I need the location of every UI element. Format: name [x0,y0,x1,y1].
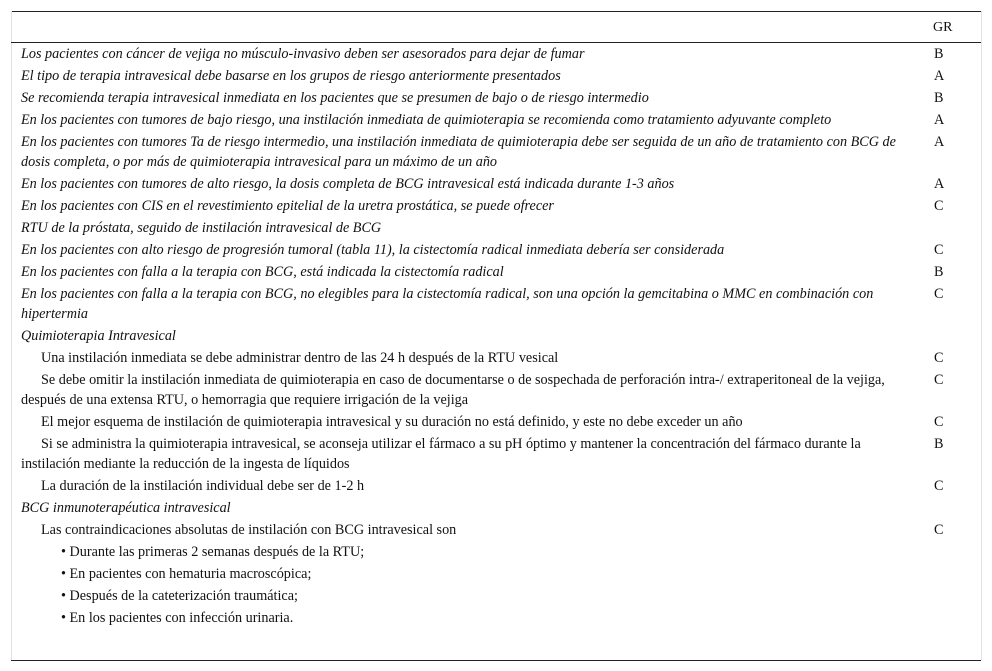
row-grade: C [934,198,944,214]
row-grade: A [934,112,945,128]
table-row [11,520,981,540]
row-text: En los pacientes con CIS en el revestimiento epitelial de la uretra prostática, se puede ofrecer [21,198,554,214]
row-text: Se recomienda terapia intravesical inmediata en los pacientes que se presumen de bajo o de riesgo intermedio [21,90,649,106]
table-row [11,174,981,194]
table-row [11,498,981,518]
table-row [11,564,981,584]
table-row [11,240,981,260]
row-text: En los pacientes con falla a la terapia con BCG, no elegibles para la cistectomía radical, son una opción la gemcitabina o MMC en combinación con hipertermia [21,286,874,322]
row-text: RTU de la próstata, seguido de instilación intravesical de BCG [21,220,382,236]
row-text: En los pacientes con tumores Ta de riesgo intermedio, una instilación inmediata de quimioterapia debe ser seguida de un año de tratamiento con BCG de dosis completa, o por más de quimioterapia intravesical para un máximo de un año [21,134,896,170]
table-top-rule [11,11,981,12]
row-grade: C [934,286,944,302]
row-text: Si se administra la quimioterapia intravesical, se aconseja utilizar el fármaco a su pH óptimo y mantener la concentración del fármaco durante la instilación mediante la reducción de la ingesta de líquidos [21,436,861,472]
row-text: Una instilación inmediata se debe administrar dentro de las 24 h después de la RTU vesical [41,350,559,366]
row-grade: A [934,68,945,84]
table-row [11,88,981,108]
row-text: En los pacientes con alto riesgo de progresión tumoral (tabla 11), la cistectomía radical inmediata debería ser considerada [21,242,725,258]
row-text: • En los pacientes con infección urinaria. [61,610,294,626]
table-row [11,586,981,606]
row-text: El mejor esquema de instilación de quimioterapia intravesical y su duración no está definido, y este no debe exceder un año [41,414,743,430]
table-row [11,370,981,410]
table-body [11,44,981,630]
row-text: La duración de la instilación individual debe ser de 1-2 h [41,478,365,494]
row-grade: A [934,134,945,150]
row-grade: B [934,264,944,280]
row-text: Quimioterapia Intravesical [21,328,176,344]
row-grade: C [934,522,944,538]
row-text: El tipo de terapia intravesical debe basarse en los grupos de riesgo anteriormente presentados [21,68,561,84]
table-row [11,218,981,238]
row-text: • Durante las primeras 2 semanas después de la RTU; [61,544,365,560]
row-grade: A [934,176,945,192]
row-text: BCG inmunoterapéutica intravesical [21,500,231,516]
table-right-border [981,11,982,660]
table-row [11,262,981,282]
table-row [11,348,981,368]
row-grade: B [934,90,944,106]
header-gr: GR [933,20,953,35]
header-rule [11,42,981,43]
table-row [11,284,981,324]
table-row [11,542,981,562]
row-grade: C [934,242,944,258]
row-grade: C [934,372,944,388]
table-row [11,608,981,628]
row-grade: B [934,436,944,452]
row-text: Las contraindicaciones absolutas de instilación con BCG intravesical son [41,522,457,538]
table-row [11,412,981,432]
row-text: • Después de la cateterización traumática; [61,588,298,604]
table-row [11,44,981,64]
table-row [11,110,981,130]
row-text: En los pacientes con tumores de bajo riesgo, una instilación inmediata de quimioterapia se recomienda como tratamiento adyuvante completo [21,112,832,128]
row-grade: C [934,414,944,430]
table-row [11,66,981,86]
row-text: En los pacientes con falla a la terapia con BCG, está indicada la cistectomía radical [21,264,504,280]
row-grade: B [934,46,944,62]
table-row [11,434,981,474]
table-row [11,132,981,172]
row-text: • En pacientes con hematuria macroscópica; [61,566,312,582]
table-bottom-rule [11,660,981,661]
table-row [11,326,981,346]
row-text: En los pacientes con tumores de alto riesgo, la dosis completa de BCG intravesical está indicada durante 1-3 años [21,176,675,192]
table-row [11,476,981,496]
row-grade: C [934,478,944,494]
row-text: Los pacientes con cáncer de vejiga no músculo-invasivo deben ser asesorados para dejar de fumar [21,46,585,62]
row-text: Se debe omitir la instilación inmediata de quimioterapia en caso de documentarse o de sospechada de perforación intra-/ extraperitoneal de la vejiga, después de una extensa RTU, o hemorragia que requiere irrigación de la vejiga [21,372,885,408]
row-grade: C [934,350,944,366]
table-row [11,196,981,216]
